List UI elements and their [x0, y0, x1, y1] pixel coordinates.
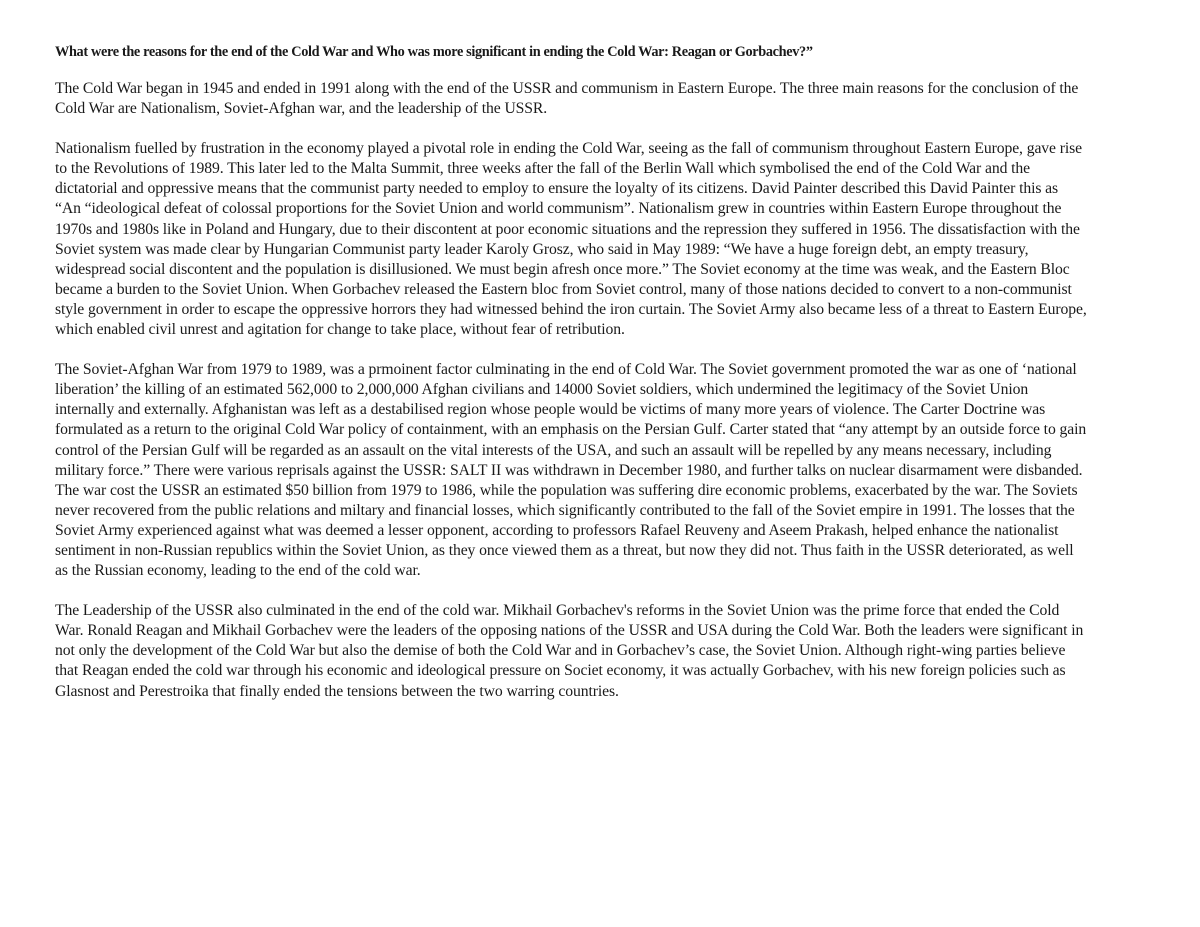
leadership-paragraph: The Leadership of the USSR also culminated in the end of the cold war. Mikhail Gorbachev's reforms in the Soviet Union was the prime force that ended the Cold War. Ronald Reagan and Mikhail Gorbachev were the leaders of the opposing nations of the USSR and USA during the Cold War. Both the leaders were significant in not only the development of the Cold War but also the demise of both the Cold War and in Gorbachev’s case, the Soviet Union. Although right-wing parties believe that Reagan ended the cold war through his economic and ideological pressure on Societ economy, it was actually Gorbachev, with his new foreign policies such as Glasnost and Perestroika that finally ended the tensions between the two warring countries. — [55, 602, 1084, 700]
soviet-afghan-war-paragraph: The Soviet-Afghan War from 1979 to 1989, was a prmoinent factor culminating in the end of Cold War. The Soviet government promoted the war as one of ‘national liberation’ the killing of an estimated 562,000 to 2,000,000 Afghan civilians and 14000 Soviet soldiers, which undermined the legitimacy of the Soviet Union internally and externally. Afghanistan was left as a destabilised region whose people would be victims of many more years of violence. The Carter Doctrine was formulated as a return to the original Cold War policy of containment, with an emphasis on the Persian Gulf. Carter stated that “any attempt by an outside force to gain control of the Persian Gulf will be regarded as an assault on the vital interests of the USA, and such an assault will be repelled by any means necessary, including military force.” There were various reprisals against the USSR: SALT II was withdrawn in December 1980, and further talks on nuclear disarmament were disbanded. The war cost the USSR an estimated $50 billion from 1979 to 1986, while the population was suffering dire economic problems, exacerbated by the war. The Soviets never recovered from the public relations and miltary and financial losses, which significantly contributed to the fall of the Soviet empire in 1991. The losses that the Soviet Army experienced against what was deemed a lesser opponent, according to professors Rafael Reuveny and Aseem Prakash, helped enhance the nationalist sentiment in non-Russian republics within the Soviet Union, as they once viewed them as a threat, but now they did not. Thus faith in the USSR deteriorated, as well as the Russian economy, leading to the end of the cold war. — [55, 361, 1087, 580]
document-page — [55, 42, 1087, 722]
intro-paragraph: The Cold War began in 1945 and ended in 1991 along with the end of the USSR and communism in Eastern Europe. The three main reasons for the conclusion of the Cold War are Nationalism, Soviet-Afghan war, and the leadership of the USSR. — [55, 80, 1079, 118]
document-title: What were the reasons for the end of the Cold War and Who was more significant in ending the Cold War: Reagan or Gorbachev?” — [55, 44, 813, 60]
nationalism-paragraph: Nationalism fuelled by frustration in the economy played a pivotal role in ending the Cold War, seeing as the fall of communism throughout Eastern Europe, gave rise to the Revolutions of 1989. This later led to the Malta Summit, three weeks after the fall of the Berlin Wall which symbolised the end of the Cold War and the dictatorial and oppressive means that the communist party needed to employ to ensure the loyalty of its citizens. David Painter described this David Painter this as “An “ideological defeat of colossal proportions for the Soviet Union and world communism”. Nationalism grew in countries within Eastern Europe throughout the 1970s and 1980s like in Poland and Hungary, due to their discontent at poor economic situations and the repression they suffered in 1956. The dissatisfaction with the Soviet system was made clear by Hungarian Communist party leader Karoly Grosz, who said in May 1989: “We have a huge foreign debt, an empty treasury, widespread social discontent and the population is disillusioned. We must begin afresh once more.” The Soviet economy at the time was weak, and the Eastern Bloc became a burden to the Soviet Union. When Gorbachev released the Eastern bloc from Soviet control, many of those nations decided to convert to a non-communist style government in order to escape the oppressive horrors they had witnessed behind the iron curtain. The Soviet Army also became less of a threat to Eastern Europe, which enabled civil unrest and agitation for change to take place, without fear of retribution. — [55, 140, 1087, 339]
